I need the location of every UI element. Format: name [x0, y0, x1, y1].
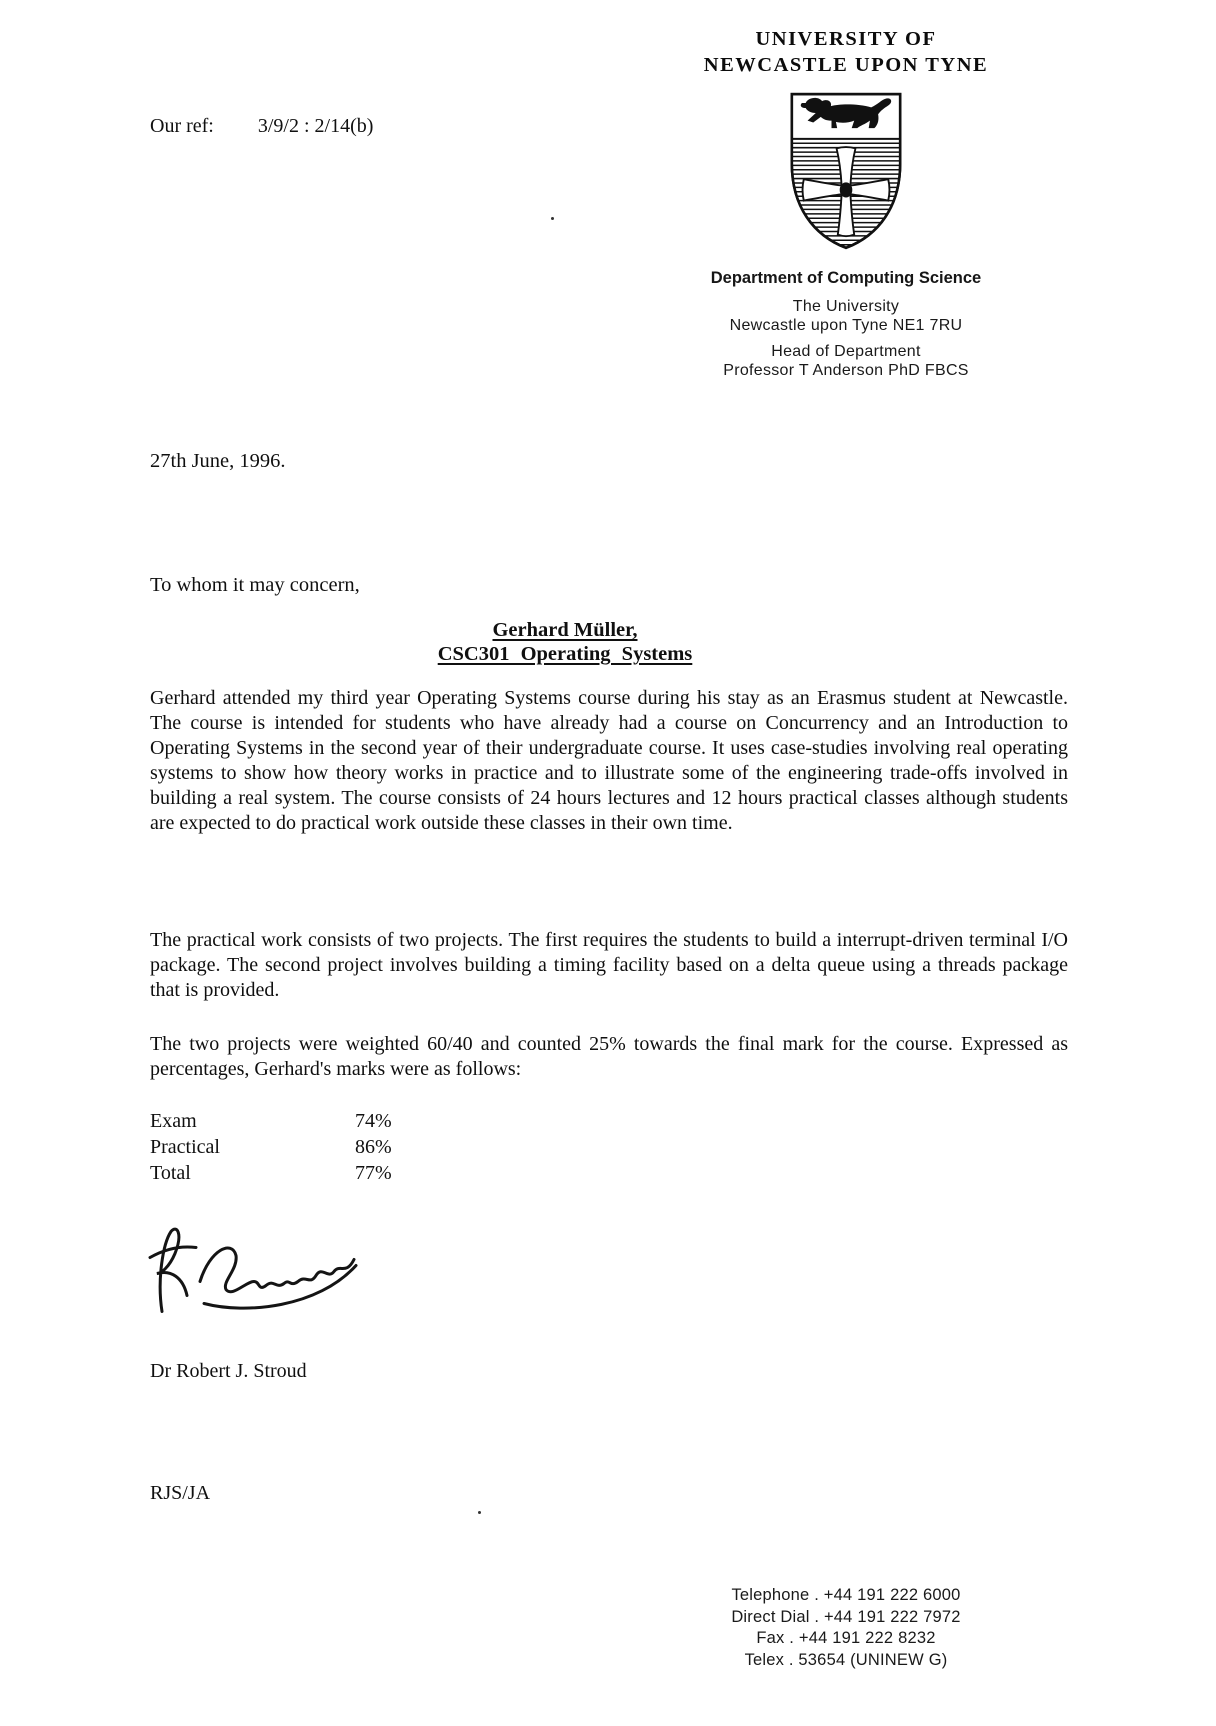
university-name-line2: NEWCASTLE UPON TYNE — [703, 54, 989, 76]
department-name: Department of Computing Science — [710, 269, 982, 287]
letterhead — [690, 26, 1002, 380]
head-of-department-name: Professor T Anderson PhD FBCS — [723, 362, 969, 379]
address-line2: Newcastle upon Tyne NE1 7RU — [729, 317, 963, 334]
paragraph-1: Gerhard attended my third year Operating Systems course during his stay as an Erasmus student at Newcastle. The course is intended for students who have already had a course on Concurrency and an Introduction to Operating Systems in the second year of their undergraduate course. It uses case-studies involving real operating systems to show how theory works in practice and to illustrate some of the engineering trade-offs involved in building a real system. The course consists of 24 hours lectures and 12 hours practical classes although students are expected to do practical work outside these classes in their own time. — [150, 687, 1068, 834]
table-row — [150, 1160, 392, 1186]
salutation: To whom it may concern, — [150, 574, 360, 596]
university-name-line1: UNIVERSITY OF — [755, 28, 937, 50]
mark-value-total: 77% — [355, 1162, 392, 1184]
scan-artifact-dot — [478, 1511, 481, 1514]
subject-line1: Gerhard Müller, — [492, 619, 638, 641]
footer-telex: Telex . 53654 (UNINEW G) — [744, 1650, 948, 1669]
reference-value: 3/9/2 : 2/14(b) — [257, 115, 374, 137]
subject-heading — [150, 618, 980, 666]
marks-table — [150, 1108, 392, 1186]
paragraph-3: The two projects were weighted 60/40 and counted 25% towards the final mark for the course. Expressed as percentages, Gerhard's marks were as follows: — [150, 1033, 1068, 1080]
date-line: 27th June, 1996. — [150, 450, 286, 472]
signature-image — [146, 1208, 371, 1333]
mark-value-exam: 74% — [355, 1110, 392, 1132]
mark-value-practical: 86% — [355, 1136, 392, 1158]
paragraph-2: The practical work consists of two projects. The first requires the students to build a interrupt-driven terminal I/O package. The second project involves building a timing facility based on a delta queue using a threads package that is provided. — [150, 929, 1068, 1001]
contact-footer — [690, 1585, 1002, 1671]
mark-label-practical: Practical — [150, 1136, 220, 1158]
typist-initials: RJS/JA — [150, 1482, 211, 1504]
scan-artifact-dot — [551, 217, 554, 220]
reference-label: Our ref: — [150, 115, 214, 137]
footer-telephone: Telephone . +44 191 222 6000 — [731, 1586, 961, 1604]
head-of-department-title: Head of Department — [771, 343, 921, 360]
table-row — [150, 1108, 392, 1134]
subject-line2: CSC301 Operating Systems — [437, 643, 693, 665]
reference-line — [150, 115, 373, 138]
address-line1: The University — [792, 298, 900, 315]
mark-label-exam: Exam — [150, 1110, 197, 1132]
table-row — [150, 1134, 392, 1160]
footer-fax: Fax . +44 191 222 8232 — [756, 1629, 936, 1647]
signer-name: Dr Robert J. Stroud — [150, 1360, 307, 1382]
mark-label-total: Total — [150, 1162, 191, 1184]
university-crest-icon — [783, 89, 909, 253]
footer-direct-dial: Direct Dial . +44 191 222 7972 — [731, 1607, 961, 1626]
